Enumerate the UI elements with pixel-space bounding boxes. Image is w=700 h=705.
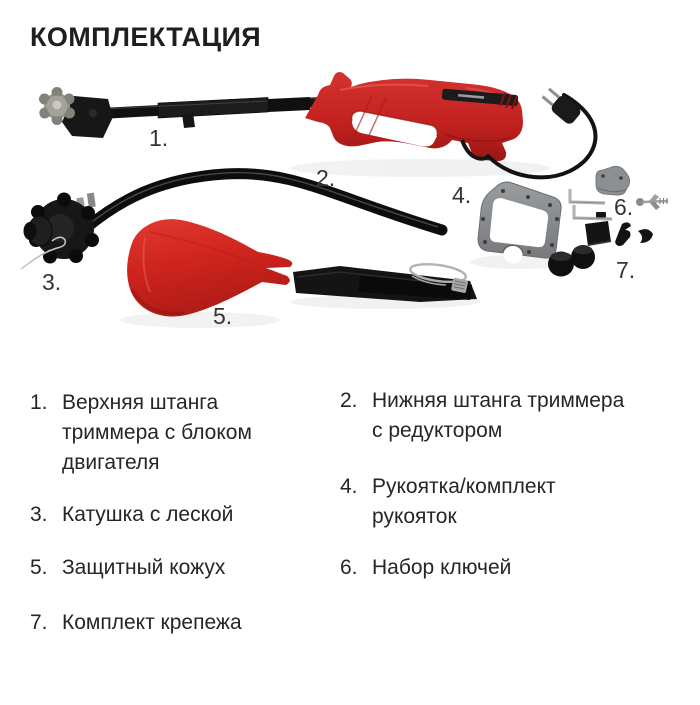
part-label-1: 1.	[149, 125, 169, 151]
legend-text-3: Катушка с леской	[62, 503, 234, 526]
page-title: КОМПЛЕКТАЦИЯ	[30, 22, 262, 52]
legend-number-3: 3.	[30, 503, 48, 526]
legend-item-5	[30, 553, 225, 583]
legend-item-1	[30, 388, 252, 478]
legend-number-5: 5.	[30, 556, 48, 579]
legend-number-7: 7.	[30, 611, 48, 634]
legend-number-6: 6.	[340, 556, 358, 579]
part-label-4: 4.	[452, 182, 472, 208]
legend-text-7: Комплект крепежа	[62, 611, 242, 634]
legend-text-2: Нижняя штанга триммера с редуктором	[372, 389, 625, 442]
legend-number-1: 1.	[30, 391, 48, 414]
part-label-2: 2.	[316, 165, 336, 191]
legend-text-5: Защитный кожух	[62, 556, 226, 579]
legend-number-2: 2.	[340, 389, 358, 412]
legend-text-1: Верхняя штанга триммера с блоком двигателя	[62, 391, 252, 474]
legend-text-4: Рукоятка/комплект рукояток	[372, 475, 556, 528]
legend-item-3	[30, 500, 233, 530]
part-label-3: 3.	[42, 269, 62, 295]
legend-item-6	[340, 553, 511, 583]
legend-number-4: 4.	[340, 475, 358, 498]
part-label-7: 7.	[616, 257, 636, 283]
legend-item-2	[340, 386, 624, 446]
part-label-5: 5.	[213, 303, 233, 329]
legend-item-7	[30, 608, 242, 638]
legend-item-4	[340, 472, 556, 532]
legend-text-6: Набор ключей	[372, 556, 512, 579]
part-label-6: 6.	[614, 194, 634, 220]
